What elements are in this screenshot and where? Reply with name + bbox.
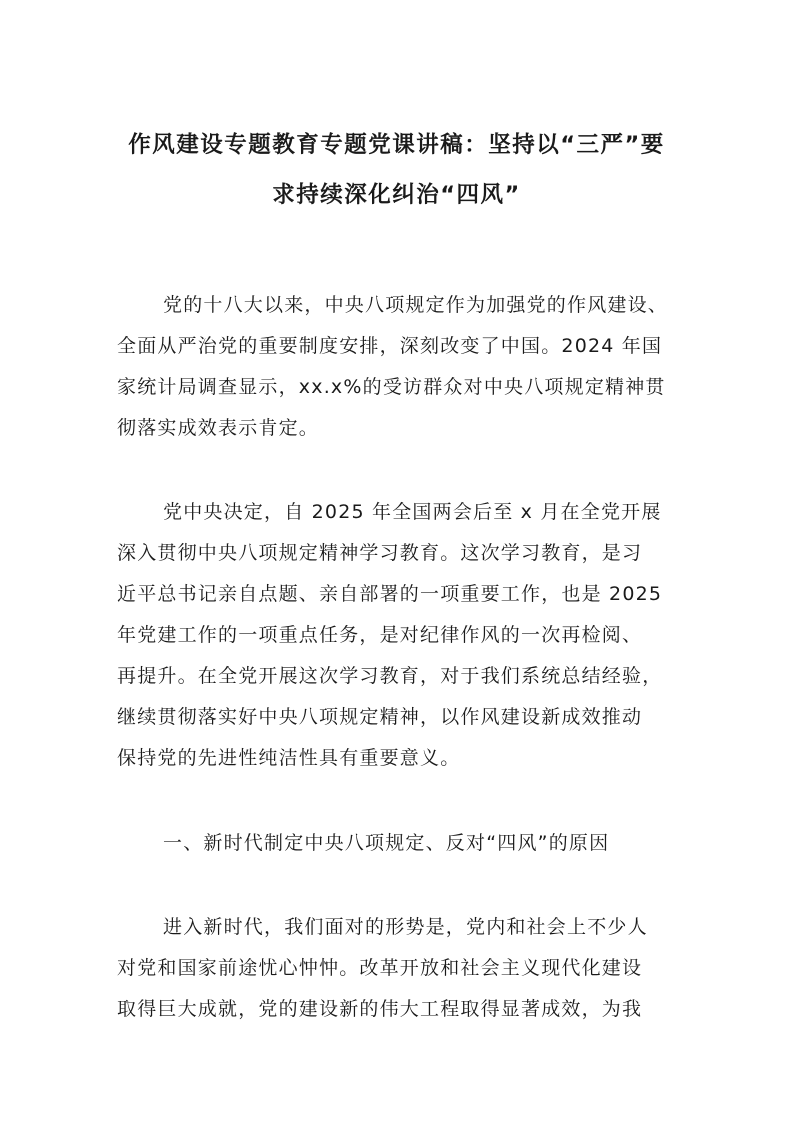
paragraph-line: 进入新时代，我们面对的形势是，党内和社会上不少人 [163, 916, 648, 938]
paragraph-line: 深入贯彻中央八项规定精神学习教育。这次学习教育，是习 [117, 542, 643, 564]
paragraph-line: 近平总书记亲自点题、亲自部署的一项重要工作，也是 2025 [117, 583, 663, 605]
paragraph-line: 家统计局调查显示，xx.x%的受访群众对中央八项规定精神贯 [117, 376, 666, 398]
document-title-line-2: 求持续深化纠治“四风” [272, 182, 521, 208]
paragraph-line: 全面从严治党的重要制度安排，深刻改变了中国。2024 年国 [117, 335, 663, 357]
paragraph-line: 继续贯彻落实好中央八项规定精神，以作风建设新成效推动 [117, 706, 643, 728]
paragraph-line: 党中央决定，自 2025 年全国两会后至 x 月在全党开展 [163, 501, 662, 523]
paragraph-line: 党的十八大以来，中央八项规定作为加强党的作风建设、 [163, 294, 669, 316]
paragraph-line: 保持党的先进性纯洁性具有重要意义。 [117, 747, 461, 769]
paragraph-line: 取得巨大成就，党的建设新的伟大工程取得显著成效，为我 [117, 998, 643, 1020]
section-heading-1 [117, 823, 682, 864]
paragraph-decision [117, 492, 682, 779]
document-title-line-1: 作风建设专题教育专题党课讲稿：坚持以“三严”要 [128, 132, 665, 158]
paragraph-line: 再提升。在全党开展这次学习教育，对于我们系统总结经验， [117, 665, 663, 687]
paragraph-new-era [117, 907, 682, 1030]
section-heading-text: 一、新时代制定中央八项规定、反对“四风”的原因 [163, 832, 610, 854]
paragraph-line: 彻落实成效表示肯定。 [117, 417, 320, 439]
paragraph-line: 年党建工作的一项重点任务，是对纪律作风的一次再检阅、 [117, 624, 643, 646]
paragraph-intro [117, 285, 682, 449]
paragraph-line: 对党和国家前途忧心忡忡。改革开放和社会主义现代化建设 [117, 957, 643, 979]
